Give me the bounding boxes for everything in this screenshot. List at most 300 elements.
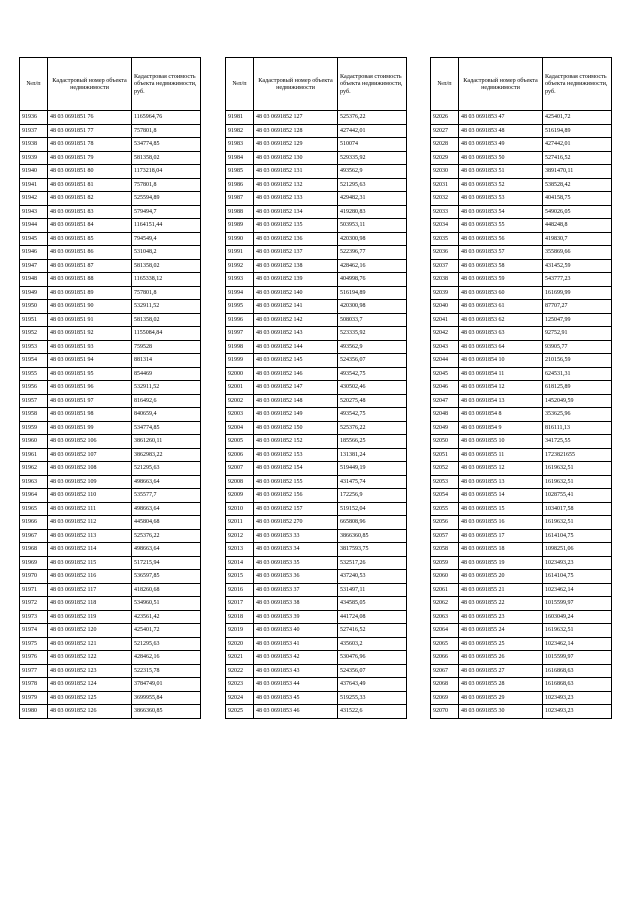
cell-cadastral-value: 3699955,84 xyxy=(132,691,201,705)
table-row xyxy=(20,475,201,489)
cell-cadastral-number: 48 03 0691853 47 xyxy=(459,111,543,125)
cell-cadastral-value: 210156,59 xyxy=(543,354,612,368)
cell-cadastral-value: 538528,42 xyxy=(543,178,612,192)
cell-cadastral-value: 1614104,75 xyxy=(543,570,612,584)
cell-num: 91953 xyxy=(20,340,48,354)
table-header-row xyxy=(226,58,407,111)
table-row xyxy=(226,165,407,179)
cell-cadastral-number: 48 03 0691853 59 xyxy=(459,273,543,287)
table-row xyxy=(226,192,407,206)
table-row xyxy=(226,610,407,624)
cell-cadastral-number: 48 03 0691853 60 xyxy=(459,286,543,300)
cell-cadastral-value: 794549,4 xyxy=(132,232,201,246)
cell-num: 91996 xyxy=(226,313,254,327)
cell-cadastral-number: 48 03 0691855 10 xyxy=(459,435,543,449)
cell-cadastral-number: 48 03 0691852 118 xyxy=(48,597,132,611)
cell-num: 92022 xyxy=(226,664,254,678)
cell-num: 92014 xyxy=(226,556,254,570)
table-row xyxy=(431,583,612,597)
table-row xyxy=(431,637,612,651)
cell-cadastral-number: 48 03 0691851 94 xyxy=(48,354,132,368)
cell-cadastral-value: 519152,04 xyxy=(338,502,407,516)
cell-cadastral-number: 48 03 0691854 13 xyxy=(459,394,543,408)
table-row xyxy=(226,691,407,705)
table-row xyxy=(20,462,201,476)
cell-cadastral-value: 519255,33 xyxy=(338,691,407,705)
cell-num: 92054 xyxy=(431,489,459,503)
cell-num: 91982 xyxy=(226,124,254,138)
table-row xyxy=(226,151,407,165)
cell-num: 92019 xyxy=(226,624,254,638)
cell-num: 92004 xyxy=(226,421,254,435)
cell-cadastral-value: 1619632,51 xyxy=(543,462,612,476)
cell-cadastral-value: 1619632,51 xyxy=(543,516,612,530)
table-header-row xyxy=(20,58,201,111)
cell-cadastral-number: 48 03 0691852 141 xyxy=(254,300,338,314)
table-row xyxy=(20,637,201,651)
cell-cadastral-value: 520275,48 xyxy=(338,394,407,408)
table-row xyxy=(431,678,612,692)
cell-num: 92050 xyxy=(431,435,459,449)
cell-num: 91957 xyxy=(20,394,48,408)
cell-cadastral-number: 48 03 0691853 61 xyxy=(459,300,543,314)
cell-cadastral-value: 131381,24 xyxy=(338,448,407,462)
cell-cadastral-value: 503953,11 xyxy=(338,219,407,233)
cell-num: 92018 xyxy=(226,610,254,624)
table-row xyxy=(431,475,612,489)
cell-cadastral-number: 48 03 0691855 15 xyxy=(459,502,543,516)
cell-cadastral-value: 419830,7 xyxy=(543,232,612,246)
cell-num: 92057 xyxy=(431,529,459,543)
cell-cadastral-number: 48 03 0691852 156 xyxy=(254,489,338,503)
cell-cadastral-number: 48 03 0691852 110 xyxy=(48,489,132,503)
cell-cadastral-value: 125047,99 xyxy=(543,313,612,327)
table-row xyxy=(226,705,407,719)
cell-cadastral-number: 48 03 0691851 96 xyxy=(48,381,132,395)
cell-cadastral-number: 48 03 0691854 10 xyxy=(459,354,543,368)
table-row xyxy=(226,651,407,665)
cell-num: 91954 xyxy=(20,354,48,368)
cell-cadastral-number: 48 03 0691852 157 xyxy=(254,502,338,516)
cell-cadastral-number: 48 03 0691851 82 xyxy=(48,192,132,206)
cell-cadastral-value: 527416,52 xyxy=(338,624,407,638)
table-row xyxy=(20,138,201,152)
table-row xyxy=(20,610,201,624)
cell-cadastral-value: 816111,13 xyxy=(543,421,612,435)
cell-num: 91968 xyxy=(20,543,48,557)
cell-cadastral-value: 1023462,14 xyxy=(543,583,612,597)
cell-cadastral-value: 1023493,23 xyxy=(543,705,612,719)
cell-cadastral-value: 172256,9 xyxy=(338,489,407,503)
cell-num: 91995 xyxy=(226,300,254,314)
cell-num: 92059 xyxy=(431,556,459,570)
cell-cadastral-number: 48 03 0691853 63 xyxy=(459,327,543,341)
cell-cadastral-value: 521295,63 xyxy=(132,462,201,476)
cell-cadastral-value: 425401,72 xyxy=(543,111,612,125)
cell-cadastral-number: 48 03 0691851 87 xyxy=(48,259,132,273)
cell-cadastral-value: 3891470,11 xyxy=(543,165,612,179)
table-row xyxy=(431,246,612,260)
cell-cadastral-value: 757801,8 xyxy=(132,286,201,300)
cell-cadastral-number: 48 03 0691851 77 xyxy=(48,124,132,138)
cell-cadastral-number: 48 03 0691855 24 xyxy=(459,624,543,638)
cell-cadastral-number: 48 03 0691855 19 xyxy=(459,556,543,570)
cell-cadastral-number: 48 03 0691854 11 xyxy=(459,367,543,381)
table-row xyxy=(20,435,201,449)
cell-num: 91989 xyxy=(226,219,254,233)
cell-num: 91991 xyxy=(226,246,254,260)
cell-cadastral-value: 534774,85 xyxy=(132,138,201,152)
table-row xyxy=(20,219,201,233)
cell-num: 92029 xyxy=(431,151,459,165)
cell-cadastral-value: 581358,02 xyxy=(132,259,201,273)
cell-cadastral-value: 527416,52 xyxy=(543,151,612,165)
cell-num: 92017 xyxy=(226,597,254,611)
cell-num: 92027 xyxy=(431,124,459,138)
cell-cadastral-value: 532911,52 xyxy=(132,300,201,314)
cell-num: 92038 xyxy=(431,273,459,287)
cell-num: 91945 xyxy=(20,232,48,246)
cell-cadastral-number: 48 03 0691853 38 xyxy=(254,597,338,611)
table-row xyxy=(226,678,407,692)
table-row xyxy=(226,219,407,233)
cell-cadastral-number: 48 03 0691852 138 xyxy=(254,259,338,273)
cell-num: 91951 xyxy=(20,313,48,327)
cell-cadastral-value: 3862983,22 xyxy=(132,448,201,462)
cell-cadastral-number: 48 03 0691852 140 xyxy=(254,286,338,300)
table-row xyxy=(20,664,201,678)
cell-num: 92043 xyxy=(431,340,459,354)
cell-cadastral-value: 1614104,75 xyxy=(543,529,612,543)
cell-cadastral-number: 48 03 0691852 112 xyxy=(48,516,132,530)
cell-cadastral-value: 434585,05 xyxy=(338,597,407,611)
cell-cadastral-number: 48 03 0691852 155 xyxy=(254,475,338,489)
cell-cadastral-number: 48 03 0691851 98 xyxy=(48,408,132,422)
cell-cadastral-value: 581358,02 xyxy=(132,313,201,327)
cell-cadastral-value: 532517,26 xyxy=(338,556,407,570)
cell-num: 91970 xyxy=(20,570,48,584)
cell-cadastral-value: 93905,77 xyxy=(543,340,612,354)
cell-cadastral-value: 1616868,63 xyxy=(543,664,612,678)
table-row xyxy=(431,394,612,408)
cell-cadastral-value: 441724,08 xyxy=(338,610,407,624)
cell-cadastral-number: 48 03 0691852 107 xyxy=(48,448,132,462)
table-row xyxy=(20,192,201,206)
cell-cadastral-number: 48 03 0691853 58 xyxy=(459,259,543,273)
table-row xyxy=(431,597,612,611)
cell-cadastral-value: 624531,31 xyxy=(543,367,612,381)
cell-num: 92048 xyxy=(431,408,459,422)
table-row xyxy=(431,205,612,219)
cell-num: 92003 xyxy=(226,408,254,422)
table-row xyxy=(226,435,407,449)
table-row xyxy=(20,165,201,179)
table-row xyxy=(431,502,612,516)
table-row xyxy=(20,367,201,381)
cell-cadastral-number: 48 03 0691852 115 xyxy=(48,556,132,570)
cell-num: 91963 xyxy=(20,475,48,489)
cell-cadastral-number: 48 03 0691852 270 xyxy=(254,516,338,530)
table-row xyxy=(20,354,201,368)
cell-num: 91958 xyxy=(20,408,48,422)
table-row xyxy=(431,691,612,705)
cell-num: 91981 xyxy=(226,111,254,125)
cell-num: 91949 xyxy=(20,286,48,300)
cell-num: 92009 xyxy=(226,489,254,503)
cell-num: 91978 xyxy=(20,678,48,692)
cell-cadastral-number: 48 03 0691852 126 xyxy=(48,705,132,719)
cell-cadastral-number: 48 03 0691855 18 xyxy=(459,543,543,557)
cell-cadastral-number: 48 03 0691855 23 xyxy=(459,610,543,624)
table-row xyxy=(20,340,201,354)
cell-cadastral-number: 48 03 0691852 128 xyxy=(254,124,338,138)
cell-num: 92020 xyxy=(226,637,254,651)
table-row xyxy=(431,165,612,179)
cell-cadastral-number: 48 03 0691853 54 xyxy=(459,205,543,219)
cell-cadastral-value: 427442,01 xyxy=(338,124,407,138)
cell-cadastral-value: 425401,72 xyxy=(132,624,201,638)
cell-cadastral-value: 1452049,59 xyxy=(543,394,612,408)
cell-cadastral-value: 493542,75 xyxy=(338,408,407,422)
cell-cadastral-value: 493562,9 xyxy=(338,340,407,354)
cell-num: 92028 xyxy=(431,138,459,152)
cell-cadastral-value: 534960,51 xyxy=(132,597,201,611)
cell-cadastral-number: 48 03 0691852 114 xyxy=(48,543,132,557)
table-row xyxy=(431,408,612,422)
cell-cadastral-value: 757801,8 xyxy=(132,178,201,192)
table-row xyxy=(20,327,201,341)
cell-cadastral-number: 48 03 0691852 130 xyxy=(254,151,338,165)
cell-cadastral-value: 840659,4 xyxy=(132,408,201,422)
cell-num: 92058 xyxy=(431,543,459,557)
cell-cadastral-value: 87707,27 xyxy=(543,300,612,314)
cell-cadastral-number: 48 03 0691853 37 xyxy=(254,583,338,597)
cell-num: 92026 xyxy=(431,111,459,125)
cell-num: 91975 xyxy=(20,637,48,651)
cell-cadastral-value: 525376,22 xyxy=(132,529,201,543)
table-row xyxy=(431,273,612,287)
cell-cadastral-number: 48 03 0691851 76 xyxy=(48,111,132,125)
cell-cadastral-value: 355869,66 xyxy=(543,246,612,260)
table-row xyxy=(431,259,612,273)
table-row xyxy=(431,286,612,300)
table-row xyxy=(226,124,407,138)
cell-num: 92047 xyxy=(431,394,459,408)
cell-cadastral-value: 523335,92 xyxy=(338,327,407,341)
cell-cadastral-number: 48 03 0691851 88 xyxy=(48,273,132,287)
cell-cadastral-value: 881314 xyxy=(132,354,201,368)
cell-cadastral-number: 48 03 0691855 20 xyxy=(459,570,543,584)
header-cadastral-number: Кадастровый номер объекта недвижимости xyxy=(254,58,338,111)
cell-num: 91992 xyxy=(226,259,254,273)
cell-cadastral-number: 48 03 0691852 129 xyxy=(254,138,338,152)
cell-cadastral-value: 420300,98 xyxy=(338,232,407,246)
cell-cadastral-value: 423561,42 xyxy=(132,610,201,624)
cell-num: 91942 xyxy=(20,192,48,206)
cell-cadastral-value: 418260,68 xyxy=(132,583,201,597)
cell-num: 92032 xyxy=(431,192,459,206)
cell-cadastral-number: 48 03 0691855 12 xyxy=(459,462,543,476)
table-row xyxy=(20,408,201,422)
cell-cadastral-number: 48 03 0691853 53 xyxy=(459,192,543,206)
cell-num: 92011 xyxy=(226,516,254,530)
table-row xyxy=(226,516,407,530)
cell-num: 91969 xyxy=(20,556,48,570)
cell-num: 92044 xyxy=(431,354,459,368)
cell-num: 92007 xyxy=(226,462,254,476)
cell-cadastral-number: 48 03 0691852 139 xyxy=(254,273,338,287)
table-row xyxy=(431,381,612,395)
cell-cadastral-value: 816492,6 xyxy=(132,394,201,408)
table-row xyxy=(431,124,612,138)
cell-cadastral-number: 48 03 0691852 125 xyxy=(48,691,132,705)
cell-cadastral-value: 92752,91 xyxy=(543,327,612,341)
cell-cadastral-value: 431522,6 xyxy=(338,705,407,719)
cell-cadastral-value: 1165964,76 xyxy=(132,111,201,125)
cell-num: 92025 xyxy=(226,705,254,719)
table-row xyxy=(431,178,612,192)
cell-cadastral-number: 48 03 0691852 153 xyxy=(254,448,338,462)
cell-num: 92000 xyxy=(226,367,254,381)
cell-cadastral-number: 48 03 0691851 79 xyxy=(48,151,132,165)
cell-cadastral-value: 427442,01 xyxy=(543,138,612,152)
cell-num: 92023 xyxy=(226,678,254,692)
table-row xyxy=(431,313,612,327)
cell-cadastral-value: 428462,16 xyxy=(338,259,407,273)
cell-num: 92060 xyxy=(431,570,459,584)
cell-cadastral-value: 404158,75 xyxy=(543,192,612,206)
header-num: №п/п xyxy=(20,58,48,111)
cell-cadastral-number: 48 03 0691852 145 xyxy=(254,354,338,368)
cell-cadastral-value: 525376,22 xyxy=(338,111,407,125)
cell-cadastral-number: 48 03 0691852 119 xyxy=(48,610,132,624)
cell-num: 91962 xyxy=(20,462,48,476)
table-row xyxy=(20,111,201,125)
cell-cadastral-number: 48 03 0691852 142 xyxy=(254,313,338,327)
cell-num: 91994 xyxy=(226,286,254,300)
table-row xyxy=(20,273,201,287)
cell-cadastral-value: 618125,89 xyxy=(543,381,612,395)
cell-cadastral-number: 48 03 0691852 149 xyxy=(254,408,338,422)
table-row xyxy=(20,286,201,300)
cell-cadastral-value: 435603,2 xyxy=(338,637,407,651)
cell-cadastral-value: 161699,99 xyxy=(543,286,612,300)
cell-num: 92031 xyxy=(431,178,459,192)
cell-cadastral-number: 48 03 0691853 35 xyxy=(254,556,338,570)
cell-cadastral-number: 48 03 0691852 148 xyxy=(254,394,338,408)
cadastral-table-3 xyxy=(430,57,612,719)
cell-num: 92042 xyxy=(431,327,459,341)
cell-num: 92005 xyxy=(226,435,254,449)
table-row xyxy=(20,543,201,557)
cell-cadastral-value: 524356,07 xyxy=(338,354,407,368)
cell-num: 92034 xyxy=(431,219,459,233)
table-row xyxy=(431,435,612,449)
cell-num: 91964 xyxy=(20,489,48,503)
table-row xyxy=(431,232,612,246)
table-row xyxy=(431,664,612,678)
cell-cadastral-number: 48 03 0691855 26 xyxy=(459,651,543,665)
cell-cadastral-value: 3866360,85 xyxy=(338,529,407,543)
cell-cadastral-number: 48 03 0691851 93 xyxy=(48,340,132,354)
cell-cadastral-number: 48 03 0691855 17 xyxy=(459,529,543,543)
table-row xyxy=(431,556,612,570)
cell-cadastral-value: 428462,16 xyxy=(132,651,201,665)
cell-num: 91993 xyxy=(226,273,254,287)
table-row xyxy=(431,705,612,719)
table-row xyxy=(20,529,201,543)
header-cadastral-value: Кадастровая стоимость объекта недвижимости, руб. xyxy=(132,58,201,111)
cell-cadastral-value: 448248,8 xyxy=(543,219,612,233)
cell-cadastral-number: 48 03 0691855 28 xyxy=(459,678,543,692)
header-cadastral-value: Кадастровая стоимость объекта недвижимости, руб. xyxy=(338,58,407,111)
cell-cadastral-number: 48 03 0691853 42 xyxy=(254,651,338,665)
cell-num: 91966 xyxy=(20,516,48,530)
cell-num: 91939 xyxy=(20,151,48,165)
table-row xyxy=(226,313,407,327)
table-row xyxy=(226,597,407,611)
cell-cadastral-number: 48 03 0691852 109 xyxy=(48,475,132,489)
cell-cadastral-number: 48 03 0691853 39 xyxy=(254,610,338,624)
cell-cadastral-number: 48 03 0691852 143 xyxy=(254,327,338,341)
table-row xyxy=(20,300,201,314)
table-row xyxy=(431,610,612,624)
cell-cadastral-value: 1023493,23 xyxy=(543,691,612,705)
cell-num: 91950 xyxy=(20,300,48,314)
table-row xyxy=(226,637,407,651)
table-row xyxy=(431,651,612,665)
cell-num: 92010 xyxy=(226,502,254,516)
cell-cadastral-value: 530476,96 xyxy=(338,651,407,665)
cell-cadastral-number: 48 03 0691852 146 xyxy=(254,367,338,381)
cell-num: 91986 xyxy=(226,178,254,192)
table-row xyxy=(431,192,612,206)
cell-cadastral-value: 531048,2 xyxy=(132,246,201,260)
cell-cadastral-number: 48 03 0691854 8 xyxy=(459,408,543,422)
cell-cadastral-value: 534774,85 xyxy=(132,421,201,435)
table-row xyxy=(226,462,407,476)
table-row xyxy=(20,246,201,260)
cell-cadastral-value: 3866360,85 xyxy=(132,705,201,719)
table-row xyxy=(20,651,201,665)
header-cadastral-number: Кадастровый номер объекта недвижимости xyxy=(48,58,132,111)
cell-cadastral-value: 431475,74 xyxy=(338,475,407,489)
cell-cadastral-value: 525376,22 xyxy=(338,421,407,435)
cell-cadastral-number: 48 03 0691853 46 xyxy=(254,705,338,719)
cell-num: 92062 xyxy=(431,597,459,611)
table-row xyxy=(20,381,201,395)
cell-num: 92012 xyxy=(226,529,254,543)
cell-cadastral-number: 48 03 0691852 133 xyxy=(254,192,338,206)
cell-num: 92008 xyxy=(226,475,254,489)
cell-cadastral-value: 549026,05 xyxy=(543,205,612,219)
cell-num: 92066 xyxy=(431,651,459,665)
cell-num: 91946 xyxy=(20,246,48,260)
cell-cadastral-number: 48 03 0691853 50 xyxy=(459,151,543,165)
cell-num: 91961 xyxy=(20,448,48,462)
cell-cadastral-value: 521295,63 xyxy=(132,637,201,651)
cell-cadastral-number: 48 03 0691852 136 xyxy=(254,232,338,246)
cell-cadastral-number: 48 03 0691854 9 xyxy=(459,421,543,435)
cell-cadastral-value: 404998,76 xyxy=(338,273,407,287)
table-row xyxy=(226,570,407,584)
table-row xyxy=(226,273,407,287)
table-row xyxy=(226,205,407,219)
cell-num: 91955 xyxy=(20,367,48,381)
table-row xyxy=(431,624,612,638)
cell-cadastral-number: 48 03 0691852 123 xyxy=(48,664,132,678)
table-row xyxy=(226,381,407,395)
